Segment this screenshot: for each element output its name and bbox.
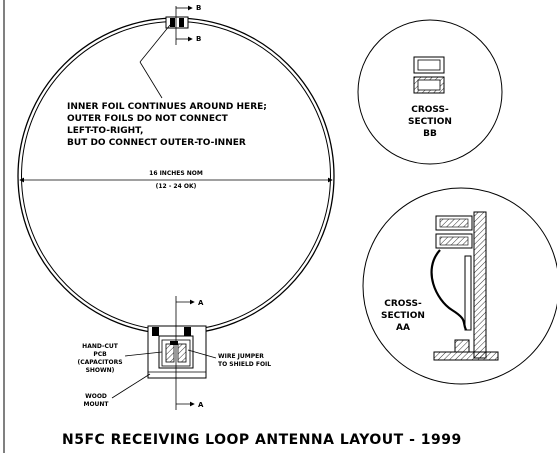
cross-section-aa-label-2: SECTION <box>381 311 425 321</box>
pcb-label-1: HAND-CUT <box>82 343 118 350</box>
cross-section-aa-detail <box>432 212 498 360</box>
note-line-1: INNER FOIL CONTINUES AROUND HERE; <box>67 102 267 112</box>
cross-section-bb-detail <box>414 57 444 93</box>
cross-section-bb-label-2: SECTION <box>408 117 452 127</box>
cross-section-bb-label-1: CROSS- <box>411 105 449 115</box>
wire-jumper-label-2: TO SHIELD FOIL <box>218 361 272 368</box>
note-line-4: BUT DO CONNECT OUTER-TO-INNER <box>67 138 246 148</box>
pcb-label-2: PCB <box>93 351 107 358</box>
pcb-label-4: SHOWN) <box>85 367 115 374</box>
cross-section-aa-label-1: CROSS- <box>384 299 422 309</box>
section-mark-a-bottom: A <box>198 401 204 409</box>
pcb-label-3: (CAPACITORS <box>77 359 123 366</box>
wood-mount-leader <box>112 374 150 398</box>
dimension-range: (12 - 24 OK) <box>155 183 197 190</box>
note-leader <box>140 25 170 98</box>
wire-jumper-label-1: WIRE JUMPER <box>218 353 264 360</box>
section-mark-a-top: A <box>198 299 204 307</box>
dimension-label: 16 INCHES NOM <box>149 170 203 177</box>
wood-mount-label-1: WOOD <box>85 393 107 400</box>
note-line-2: OUTER FOILS DO NOT CONNECT <box>67 114 228 124</box>
section-mark-b-top: B <box>196 4 202 12</box>
note-line-3: LEFT-TO-RIGHT, <box>67 126 144 136</box>
diagram-title: N5FC RECEIVING LOOP ANTENNA LAYOUT - 1999 <box>62 432 462 448</box>
section-mark-b-bottom: B <box>196 35 202 43</box>
cross-section-aa-label-3: AA <box>396 323 410 333</box>
wood-mount-label-2: MOUNT <box>83 401 109 408</box>
cross-section-bb-label-3: BB <box>423 129 437 139</box>
